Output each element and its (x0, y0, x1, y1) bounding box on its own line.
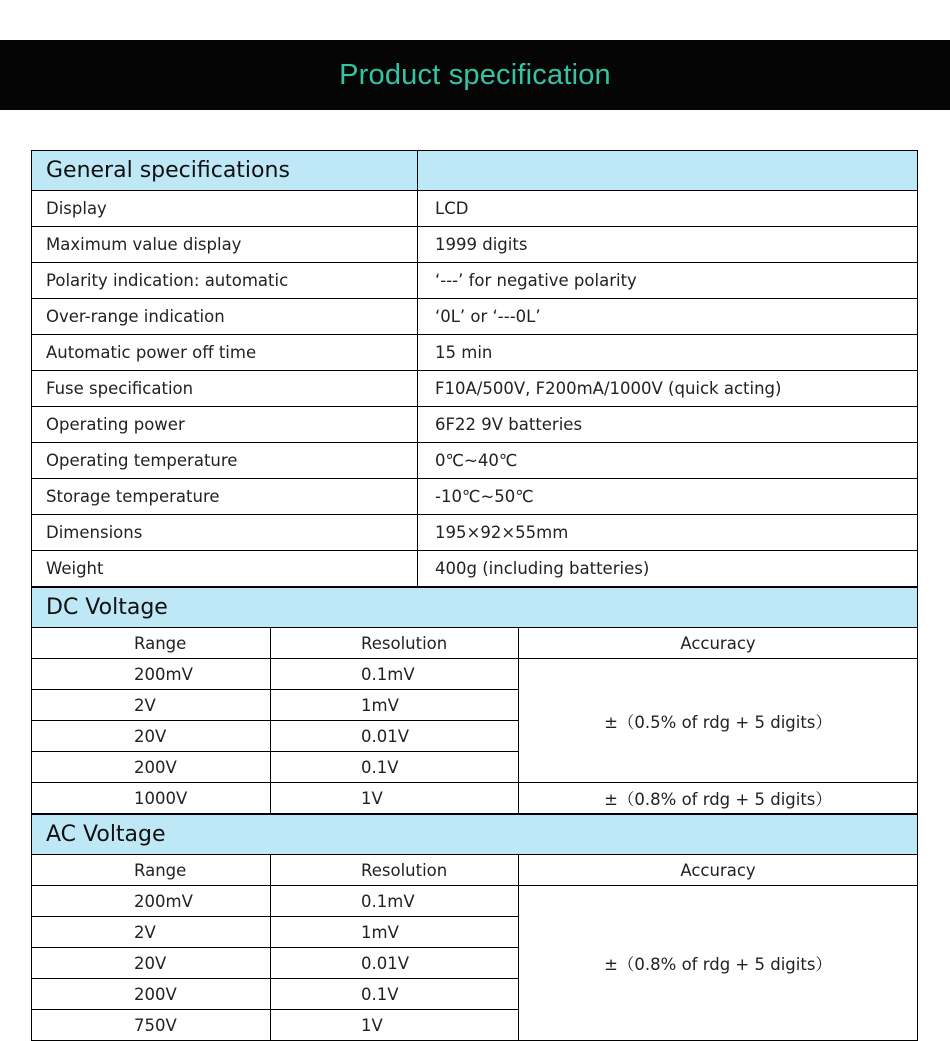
spec-value: 400g (including batteries) (418, 551, 918, 587)
resolution-cell: 0.1mV (271, 886, 519, 917)
spec-label: Polarity indication: automatic (32, 263, 418, 299)
spec-label: Fuse specification (32, 371, 418, 407)
resolution-cell: 1V (271, 783, 519, 814)
spec-value: 0℃~40℃ (418, 443, 918, 479)
range-cell: 20V (32, 948, 271, 979)
spec-row (32, 335, 918, 371)
spec-value: ‘---’ for negative polarity (418, 263, 918, 299)
resolution-cell: 1mV (271, 917, 519, 948)
ac-voltage-table (31, 814, 918, 1041)
dc-voltage-table (31, 587, 918, 814)
dc-voltage-title: DC Voltage (32, 588, 918, 628)
spec-sheet (31, 150, 917, 1041)
range-cell: 20V (32, 721, 271, 752)
spec-label: Maximum value display (32, 227, 418, 263)
spec-row (32, 479, 918, 515)
spec-value: -10℃~50℃ (418, 479, 918, 515)
spec-value: 6F22 9V batteries (418, 407, 918, 443)
spec-row (32, 263, 918, 299)
range-cell: 200mV (32, 659, 271, 690)
resolution-cell: 1V (271, 1010, 519, 1041)
accuracy-header: Accuracy (519, 855, 918, 886)
general-spec-header-blank (418, 151, 918, 191)
spec-value: 1999 digits (418, 227, 918, 263)
spec-row (32, 551, 918, 587)
column-header-row (32, 855, 918, 886)
range-header: Range (32, 855, 271, 886)
resolution-cell: 0.1mV (271, 659, 519, 690)
range-cell: 200mV (32, 886, 271, 917)
spec-value: LCD (418, 191, 918, 227)
spec-row (32, 191, 918, 227)
range-cell: 2V (32, 917, 271, 948)
general-spec-title: General specifications (32, 151, 418, 191)
range-cell: 1000V (32, 783, 271, 814)
range-cell: 2V (32, 690, 271, 721)
spec-label: Operating temperature (32, 443, 418, 479)
title-banner (0, 40, 950, 110)
resolution-cell: 0.01V (271, 948, 519, 979)
resolution-header: Resolution (271, 855, 519, 886)
spec-label: Weight (32, 551, 418, 587)
accuracy-cell: ±（0.5% of rdg + 5 digits） (519, 659, 918, 783)
resolution-cell: 0.1V (271, 979, 519, 1010)
accuracy-header: Accuracy (519, 628, 918, 659)
spec-label: Display (32, 191, 418, 227)
spec-value: F10A/500V, F200mA/1000V (quick acting) (418, 371, 918, 407)
spec-value: 15 min (418, 335, 918, 371)
dc-voltage-header (32, 588, 918, 628)
spec-label: Operating power (32, 407, 418, 443)
range-cell: 200V (32, 752, 271, 783)
accuracy-cell: ±（0.8% of rdg + 5 digits） (519, 886, 918, 1041)
spec-row (32, 515, 918, 551)
accuracy-cell: ±（0.8% of rdg + 5 digits） (519, 783, 918, 814)
table-row (32, 783, 918, 814)
range-cell: 200V (32, 979, 271, 1010)
spec-label: Dimensions (32, 515, 418, 551)
range-header: Range (32, 628, 271, 659)
spec-label: Storage temperature (32, 479, 418, 515)
table-row (32, 886, 918, 917)
spec-row (32, 299, 918, 335)
resolution-cell: 0.01V (271, 721, 519, 752)
spec-value: ‘0L’ or ‘---0L’ (418, 299, 918, 335)
resolution-cell: 1mV (271, 690, 519, 721)
spec-row (32, 407, 918, 443)
range-cell: 750V (32, 1010, 271, 1041)
column-header-row (32, 628, 918, 659)
spec-label: Automatic power off time (32, 335, 418, 371)
table-row (32, 659, 918, 690)
resolution-cell: 0.1V (271, 752, 519, 783)
spec-row (32, 443, 918, 479)
spec-row (32, 371, 918, 407)
page-title: Product specification (339, 58, 611, 91)
spec-value: 195×92×55mm (418, 515, 918, 551)
ac-voltage-header (32, 815, 918, 855)
spec-row (32, 227, 918, 263)
general-spec-table (31, 150, 918, 587)
ac-voltage-title: AC Voltage (32, 815, 918, 855)
spec-label: Over-range indication (32, 299, 418, 335)
resolution-header: Resolution (271, 628, 519, 659)
general-spec-header (32, 151, 918, 191)
